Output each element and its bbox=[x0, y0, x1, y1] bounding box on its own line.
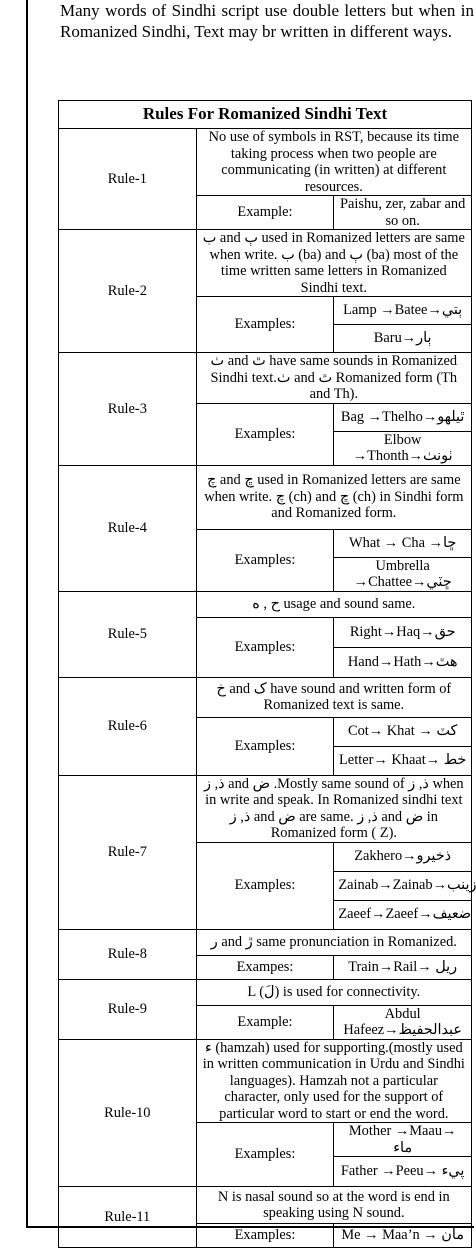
rule-description: چ and ڇ used in Romanized letters are same when write. چ (ch) and ڇ (ch) in Sindhi form and Romanized form. bbox=[196, 465, 471, 529]
rule-row bbox=[59, 1039, 472, 1123]
example-value: Train→Rail→ ريل bbox=[334, 955, 472, 979]
rule-label: Rule-10 bbox=[59, 1039, 197, 1187]
rule-description: ء (hamzah) used for supporting.(mostly used in written communication in Urdu and Sindhi languages). Hamzah not a particular character, only used for the support of particular word to start or end the word. bbox=[196, 1039, 471, 1123]
rule-row bbox=[59, 929, 472, 955]
rule-label: Rule-9 bbox=[59, 979, 197, 1039]
example-value: Father →Peeu→ پيء bbox=[334, 1157, 472, 1187]
example-value: Mother →Maau→ ماء bbox=[334, 1123, 472, 1157]
example-label: Examples: bbox=[196, 1123, 334, 1187]
example-value: Right→Haq→حق bbox=[334, 617, 472, 647]
example-label: Examples: bbox=[196, 842, 334, 929]
example-label: Examples: bbox=[196, 297, 334, 353]
rule-label: Rule-11 bbox=[59, 1187, 197, 1248]
example-label: Examples: bbox=[196, 617, 334, 677]
example-value: Hand→Hath→هٿ bbox=[334, 647, 472, 677]
table-title: Rules For Romanized Sindhi Text bbox=[59, 101, 472, 129]
example-value: Cot→ Khat → کٽ bbox=[334, 717, 472, 746]
example-label: Example: bbox=[196, 1005, 334, 1039]
rule-row bbox=[59, 979, 472, 1005]
example-label: Examples: bbox=[196, 717, 334, 775]
rule-label: Rule-6 bbox=[59, 677, 197, 775]
example-value: Zainab→Zainab→زينب bbox=[334, 871, 472, 900]
rule-description: ب and ٻ used in Romanized letters are same when write. ب (ba) and ٻ (ba) most of the time written same letters in Romanized Sindhi text. bbox=[196, 230, 471, 297]
example-value: Umbrella →Chattee→ڇٽي bbox=[334, 557, 472, 591]
rule-description: ر and ڙ same pronunciation in Romanized. bbox=[196, 929, 471, 955]
rule-description: خ and ک have sound and written form of Romanized text is same. bbox=[196, 677, 471, 717]
example-value: Bag →Thelho→ٿيلهو bbox=[334, 403, 472, 431]
rule-label: Rule-4 bbox=[59, 465, 197, 591]
rule-label: Rule-8 bbox=[59, 929, 197, 979]
example-label: Exampes: bbox=[196, 955, 334, 979]
example-value: Abdul Hafeez→عبدالحفيظ bbox=[334, 1005, 472, 1039]
example-value: Elbow →Thonth→ٺونٺ bbox=[334, 431, 472, 465]
intro-paragraph: Many words of Sindhi script use double letters but when in Romanized Sindhi, Text may br written in different ways. bbox=[60, 1, 474, 41]
rule-description: ح , ه usage and sound same. bbox=[196, 591, 471, 617]
rule-description: ذ, ز and ض .Mostly same sound of ذ, ز when in write and speak. In Romanized sindhi text ذ, ز and ض are same. ذ, ز and ض in Romanized form ( Z). bbox=[196, 775, 471, 842]
rule-label: Rule-2 bbox=[59, 230, 197, 353]
rule-row bbox=[59, 1187, 472, 1224]
rule-row bbox=[59, 230, 472, 297]
rule-row bbox=[59, 353, 472, 404]
rule-description: ٺ and ٿ have same sounds in Romanized Sindhi text.ٺ and ٿ Romanized form (Th and Th). bbox=[196, 353, 471, 404]
example-value: Baru→ٻار bbox=[334, 325, 472, 353]
example-label: Examples: bbox=[196, 403, 334, 465]
example-value: Me → Maa’n → مان bbox=[334, 1224, 472, 1248]
example-value: Paishu, zer, zabar and so on. bbox=[334, 196, 472, 230]
rule-row bbox=[59, 129, 472, 196]
rule-row bbox=[59, 775, 472, 842]
example-value: Letter→ Khaat→ خط bbox=[334, 746, 472, 775]
example-value: Zaeef→Zaeef→ضعيف bbox=[334, 900, 472, 929]
rule-row bbox=[59, 465, 472, 529]
rule-row bbox=[59, 591, 472, 617]
table-header-row bbox=[59, 101, 472, 129]
example-label: Example: bbox=[196, 196, 334, 230]
rule-row bbox=[59, 677, 472, 717]
example-value: What → Cha →ڇا bbox=[334, 529, 472, 557]
rule-description: N is nasal sound so at the word is end in speaking using N sound. bbox=[196, 1187, 471, 1224]
rule-label: Rule-1 bbox=[59, 129, 197, 230]
rule-label: Rule-3 bbox=[59, 353, 197, 466]
rule-description: No use of symbols in RST, because its time taking process when two people are communicating (in written) at different resources. bbox=[196, 129, 471, 196]
example-label: Examples: bbox=[196, 529, 334, 591]
rule-description: L (لَ) is used for connectivity. bbox=[196, 979, 471, 1005]
example-value: Zakhero→ذخيرو bbox=[334, 842, 472, 871]
rules-table bbox=[58, 100, 476, 1248]
example-value: Lamp →Batee→ٻتي bbox=[334, 297, 472, 325]
rule-label: Rule-7 bbox=[59, 775, 197, 929]
rule-label: Rule-5 bbox=[59, 591, 197, 677]
example-label: Examples: bbox=[196, 1224, 334, 1248]
